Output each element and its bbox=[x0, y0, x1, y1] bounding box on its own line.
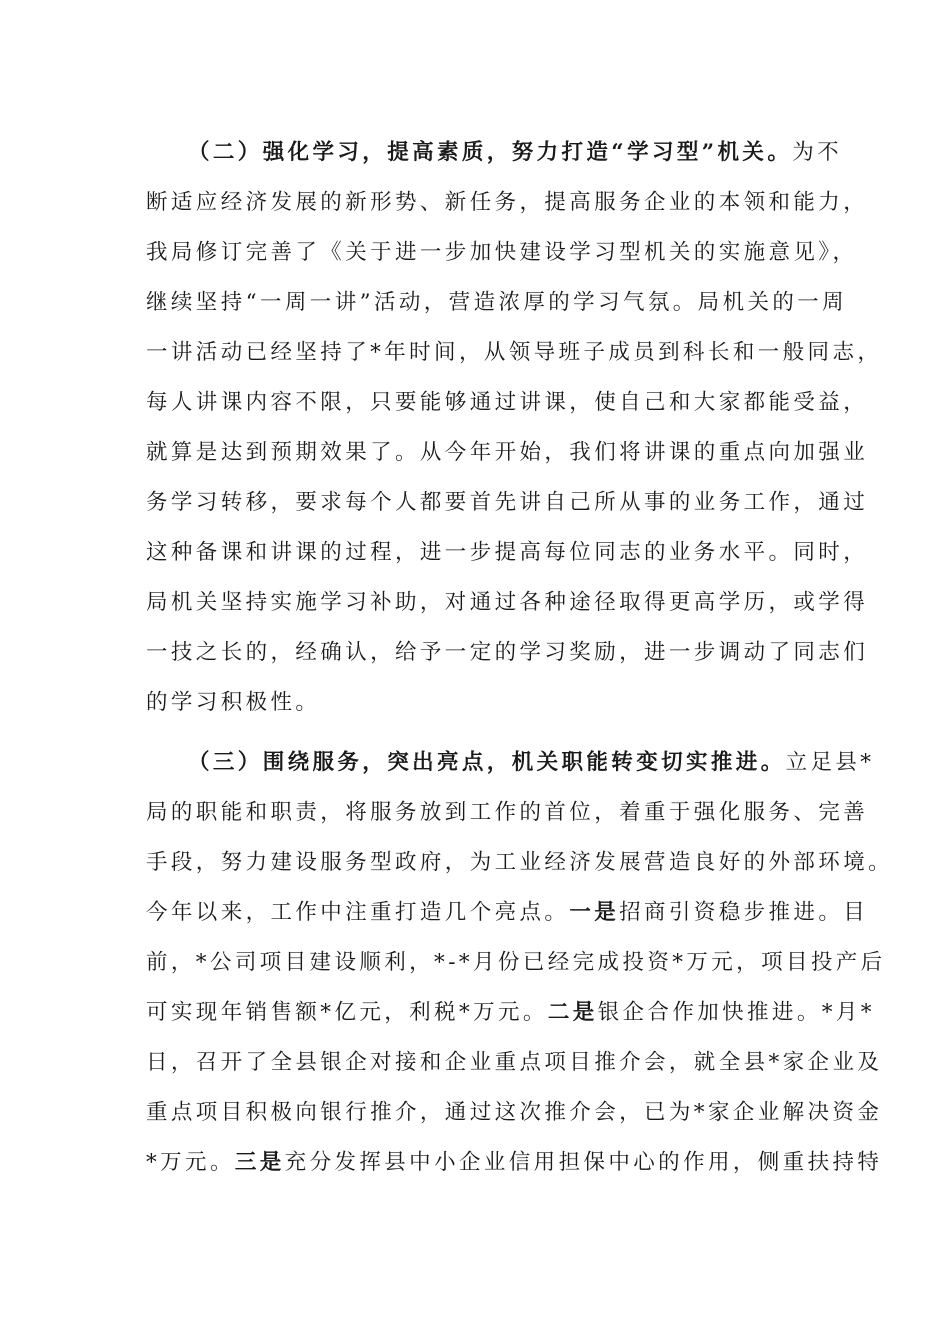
paragraph-1-line-12 bbox=[146, 688, 836, 718]
text-run: 招商引资稳步推进。目 bbox=[619, 900, 869, 925]
text-run: *万元。 bbox=[146, 1150, 235, 1175]
text-run: 充分发挥县中小企业信用担保中心的作用，侧重扶持特 bbox=[284, 1150, 883, 1175]
paragraph-1-line-6 bbox=[146, 388, 869, 418]
paragraph-1-line-1 bbox=[188, 138, 878, 168]
text-run: 我局修订完善了《关于进一步加快建设学习型机关的实施意见》， bbox=[146, 240, 858, 265]
paragraph-1-line-9 bbox=[146, 538, 869, 568]
paragraph-1-line-2 bbox=[146, 188, 869, 218]
paragraph-2-line-3 bbox=[146, 848, 894, 878]
text-run: 这种备课和讲课的过程，进一步提高每位同志的业务水平。同时， bbox=[146, 540, 869, 565]
paragraph-2-line-2 bbox=[146, 798, 869, 828]
paragraph-1-line-5 bbox=[146, 338, 883, 368]
paragraph-2-line-1 bbox=[188, 748, 878, 778]
paragraph-1-line-8 bbox=[146, 488, 869, 518]
paragraph-2-heading: （三）围绕服务，突出亮点，机关职能转变切实推进。 bbox=[188, 750, 786, 775]
paragraph-2-line-8 bbox=[146, 1098, 883, 1128]
text-run: 重点项目积极向银行推介，通过这次推介会，已为*家企业解决资金 bbox=[146, 1100, 883, 1125]
text-run: 一技之长的，经确认，给予一定的学习奖励，进一步调动了同志们 bbox=[146, 640, 869, 665]
paragraph-1-line-11 bbox=[146, 638, 869, 668]
text-run: 前，*公司项目建设顺利，*-*月份已经完成投资*万元，项目投产后 bbox=[146, 950, 886, 975]
paragraph-2-line-5 bbox=[146, 948, 886, 978]
text-run: 局机关坚持实施学习补助，对通过各种途径取得更高学历，或学得 bbox=[146, 590, 869, 615]
text-run: 手段，努力建设服务型政府，为工业经济发展营造良好的外部环境。 bbox=[146, 850, 894, 875]
text-run: 继续坚持“一周一讲”活动，营造浓厚的学习气氛。局机关的一周 bbox=[146, 290, 848, 315]
text-run: 日，召开了全县银企对接和企业重点项目推介会，就全县*家企业及 bbox=[146, 1050, 883, 1075]
text-run: 每人讲课内容不限，只要能够通过讲课，使自己和大家都能受益， bbox=[146, 390, 869, 415]
paragraph-1-heading: （二）强化学习，提高素质，努力打造“学习型”机关。 bbox=[188, 140, 793, 165]
text-run: 可实现年销售额*亿元，利税*万元。 bbox=[146, 1000, 548, 1025]
text-run: 务学习转移，要求每个人都要首先讲自己所从事的业务工作，通过 bbox=[146, 490, 869, 515]
text-run: 一讲活动已经坚持了*年时间，从领导班子成员到科长和一般同志， bbox=[146, 340, 883, 365]
item-marker-one: 一是 bbox=[569, 900, 620, 925]
text-run: 今年以来，工作中注重打造几个亮点。 bbox=[146, 900, 570, 925]
item-marker-three: 三是 bbox=[234, 1150, 285, 1175]
item-marker-two: 二是 bbox=[547, 1000, 598, 1025]
paragraph-2-line-7 bbox=[146, 1048, 883, 1078]
text-run: 为不 bbox=[792, 140, 843, 165]
paragraph-1-line-3 bbox=[146, 238, 858, 268]
paragraph-1-line-4 bbox=[146, 288, 848, 318]
text-run: 银企合作加快推进。*月* bbox=[597, 1000, 875, 1025]
paragraph-1-line-7 bbox=[146, 438, 869, 468]
text-run: 立足县* bbox=[785, 750, 875, 775]
text-run: 的学习积极性。 bbox=[146, 690, 321, 715]
paragraph-2-line-9 bbox=[146, 1148, 883, 1178]
text-run: 局的职能和职责，将服务放到工作的首位，着重于强化服务、完善 bbox=[146, 800, 869, 825]
text-run: 断适应经济发展的新形势、新任务，提高服务企业的本领和能力， bbox=[146, 190, 869, 215]
paragraph-2-line-4 bbox=[146, 898, 869, 928]
paragraph-1-line-10 bbox=[146, 588, 869, 618]
text-run: 就算是达到预期效果了。从今年开始，我们将讲课的重点向加强业 bbox=[146, 440, 869, 465]
paragraph-2-line-6 bbox=[146, 998, 875, 1028]
